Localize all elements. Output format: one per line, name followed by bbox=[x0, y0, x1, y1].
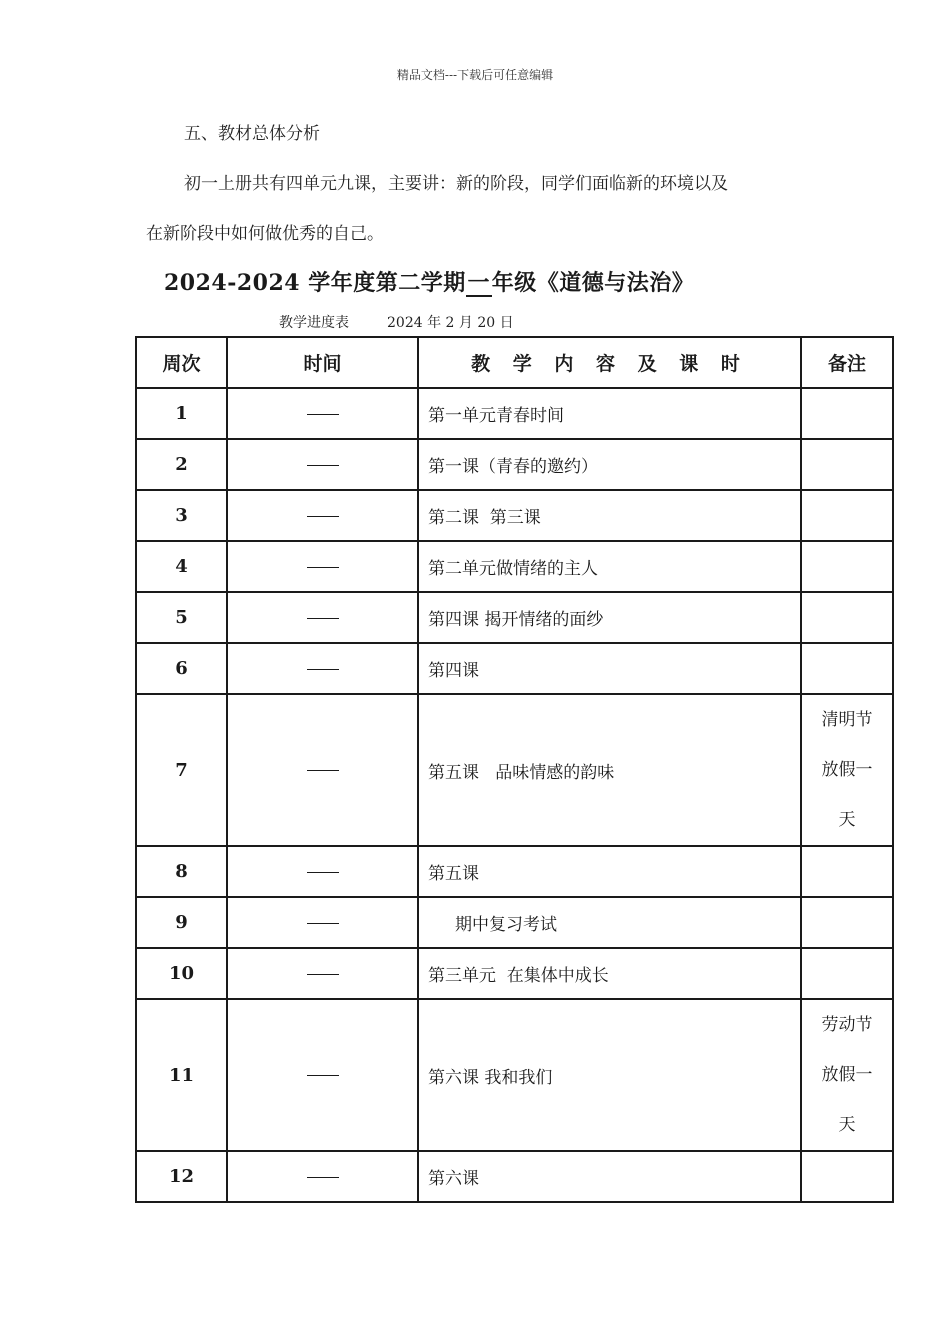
table-row bbox=[136, 490, 893, 541]
note-cell bbox=[801, 846, 893, 897]
note-line: 放假一 bbox=[821, 1065, 873, 1085]
note-cell bbox=[801, 592, 893, 643]
note-cell bbox=[801, 541, 893, 592]
table-row bbox=[136, 999, 893, 1151]
dash-mark bbox=[307, 669, 339, 670]
table-row bbox=[136, 592, 893, 643]
subtitle-label: 教学进度表 bbox=[279, 315, 349, 331]
content-cell: 第二单元做情绪的主人 bbox=[418, 541, 801, 592]
time-cell bbox=[227, 897, 418, 948]
table-row bbox=[136, 1151, 893, 1202]
week-cell: 5 bbox=[136, 592, 227, 643]
note-line: 天 bbox=[838, 1115, 856, 1135]
content-cell: 第一课（青春的邀约） bbox=[418, 439, 801, 490]
dash-mark bbox=[307, 770, 339, 771]
dash-mark bbox=[307, 1177, 339, 1178]
header-content: 教 学 内 容 及 课 时 bbox=[418, 337, 801, 388]
time-cell bbox=[227, 541, 418, 592]
dash-mark bbox=[307, 618, 339, 619]
dash-mark bbox=[307, 1075, 339, 1076]
time-cell bbox=[227, 948, 418, 999]
title-prefix: 2024-2024 学年度第二学期 bbox=[164, 270, 466, 296]
time-cell bbox=[227, 490, 418, 541]
time-cell bbox=[227, 999, 418, 1151]
document-title bbox=[164, 266, 694, 297]
table-row bbox=[136, 541, 893, 592]
header-time: 时间 bbox=[227, 337, 418, 388]
page-header: 精品文档---下载后可任意编辑 bbox=[396, 68, 554, 82]
note-line: 劳动节 bbox=[821, 1015, 873, 1035]
content-cell: 第一单元青春时间 bbox=[418, 388, 801, 439]
time-cell bbox=[227, 592, 418, 643]
week-cell: 6 bbox=[136, 643, 227, 694]
note-cell bbox=[801, 490, 893, 541]
week-cell: 9 bbox=[136, 897, 227, 948]
content-cell: 期中复习考试 bbox=[418, 897, 801, 948]
week-cell: 8 bbox=[136, 846, 227, 897]
table-header-row bbox=[136, 337, 893, 388]
content-cell: 第二课 第三课 bbox=[418, 490, 801, 541]
week-cell: 11 bbox=[136, 999, 227, 1151]
dash-mark bbox=[307, 414, 339, 415]
content-cell: 第六课 我和我们 bbox=[418, 999, 801, 1151]
note-cell bbox=[801, 643, 893, 694]
time-cell bbox=[227, 694, 418, 846]
paragraph-line-1: 初一上册共有四单元九课，主要讲：新的阶段，同学们面临新的环境以及 bbox=[184, 174, 728, 194]
section-heading: 五、教材总体分析 bbox=[184, 124, 320, 144]
dash-mark bbox=[307, 465, 339, 466]
header-week: 周次 bbox=[136, 337, 227, 388]
time-cell bbox=[227, 439, 418, 490]
time-cell bbox=[227, 1151, 418, 1202]
time-cell bbox=[227, 388, 418, 439]
table-row bbox=[136, 846, 893, 897]
note-line: 天 bbox=[838, 810, 856, 830]
week-cell: 1 bbox=[136, 388, 227, 439]
title-suffix: 年级《道德与法治》 bbox=[491, 270, 695, 296]
table-row bbox=[136, 388, 893, 439]
table-row bbox=[136, 643, 893, 694]
time-cell bbox=[227, 643, 418, 694]
week-cell: 3 bbox=[136, 490, 227, 541]
table-row bbox=[136, 694, 893, 846]
schedule-table bbox=[135, 336, 894, 1203]
subtitle-date: 2024 年 2 月 20 日 bbox=[387, 315, 514, 331]
week-cell: 2 bbox=[136, 439, 227, 490]
note-line: 清明节 bbox=[821, 710, 873, 730]
content-cell: 第三单元 在集体中成长 bbox=[418, 948, 801, 999]
note-cell bbox=[801, 948, 893, 999]
content-cell: 第五课 bbox=[418, 846, 801, 897]
note-cell bbox=[801, 439, 893, 490]
dash-mark bbox=[307, 872, 339, 873]
content-cell: 第四课 揭开情绪的面纱 bbox=[418, 592, 801, 643]
dash-mark bbox=[307, 974, 339, 975]
table-row bbox=[136, 897, 893, 948]
table-body bbox=[136, 388, 893, 1202]
time-cell bbox=[227, 846, 418, 897]
note-cell bbox=[801, 388, 893, 439]
table-row bbox=[136, 948, 893, 999]
week-cell: 7 bbox=[136, 694, 227, 846]
content-cell: 第六课 bbox=[418, 1151, 801, 1202]
subtitle bbox=[279, 312, 514, 332]
table-row bbox=[136, 439, 893, 490]
content-cell: 第四课 bbox=[418, 643, 801, 694]
week-cell: 12 bbox=[136, 1151, 227, 1202]
content-cell: 第五课 品味情感的韵味 bbox=[418, 694, 801, 846]
note-line: 放假一 bbox=[821, 760, 873, 780]
week-cell: 10 bbox=[136, 948, 227, 999]
dash-mark bbox=[307, 923, 339, 924]
note-cell bbox=[801, 694, 893, 846]
paragraph-line-2: 在新阶段中如何做优秀的自己。 bbox=[146, 224, 384, 244]
note-cell bbox=[801, 1151, 893, 1202]
note-cell bbox=[801, 897, 893, 948]
dash-mark bbox=[307, 516, 339, 517]
dash-mark bbox=[307, 567, 339, 568]
week-cell: 4 bbox=[136, 541, 227, 592]
header-note: 备注 bbox=[801, 337, 893, 388]
note-cell bbox=[801, 999, 893, 1151]
title-grade-blank: 一 bbox=[467, 270, 491, 296]
